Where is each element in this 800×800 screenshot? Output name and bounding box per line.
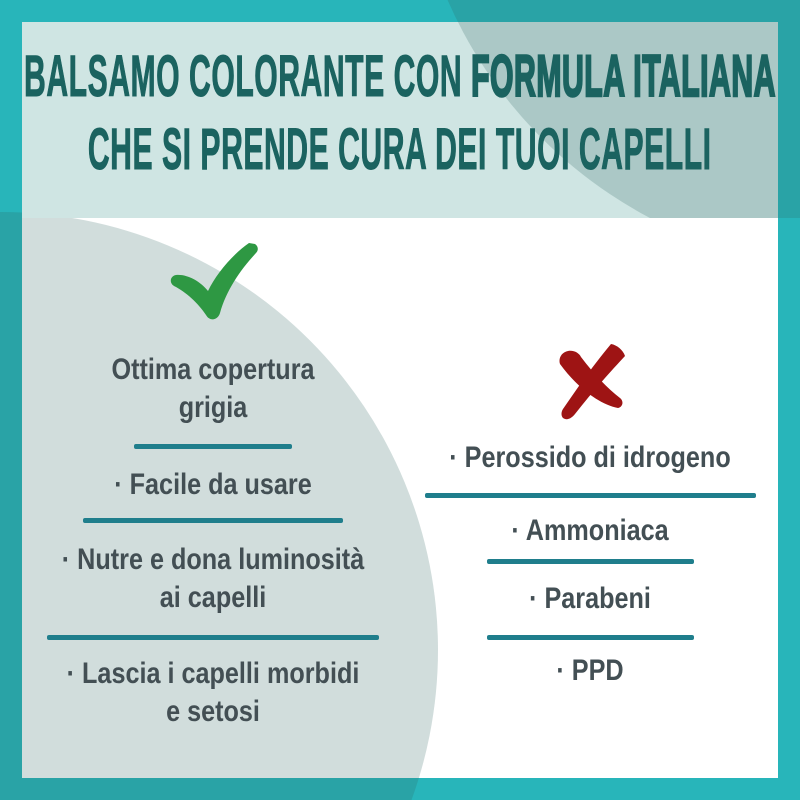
headline [22, 22, 778, 218]
pros-item-line: e setosi [166, 695, 260, 728]
headline-line-2: CHE SI PRENDE CURA DEI TUOI CAPELLI [88, 116, 712, 182]
pros-item-line: · Lascia i capelli morbidi [66, 657, 360, 690]
divider [487, 635, 694, 640]
divider [47, 635, 379, 640]
pros-item [22, 351, 404, 427]
pros-item [22, 466, 404, 504]
cons-item-line: · Parabeni [529, 582, 651, 615]
cons-item [398, 512, 782, 550]
divider [134, 444, 292, 449]
divider [487, 559, 694, 564]
pros-item-line: grigia [178, 391, 248, 424]
divider [425, 493, 756, 498]
pros-item-line: · Facile da usare [114, 468, 312, 501]
cons-item [398, 580, 782, 618]
pros-item [22, 541, 404, 617]
pros-item-line: · Nutre e dona luminosità [61, 543, 365, 576]
headline-line1-bold: FORMULA ITALIANA [471, 43, 776, 109]
pros-item-line: ai capelli [159, 581, 267, 614]
headline-line-1 [24, 43, 776, 109]
pros-item [22, 655, 404, 731]
headline-line1-regular: BALSAMO COLORANTE CON [24, 43, 463, 109]
pros-column [22, 238, 404, 731]
cons-column [398, 338, 782, 690]
checkmark-shape [171, 243, 258, 319]
cons-item-line: · Ammoniaca [511, 514, 669, 547]
pros-item-line: Ottima copertura [111, 353, 315, 386]
cons-item-line: · Perossido di idrogeno [449, 441, 731, 474]
header-band [0, 0, 800, 218]
cross-icon [547, 344, 633, 422]
cons-item-line: · PPD [556, 654, 624, 687]
cons-item [398, 439, 782, 477]
divider [83, 518, 343, 523]
cons-item [398, 652, 782, 690]
checkmark-icon [167, 243, 259, 321]
